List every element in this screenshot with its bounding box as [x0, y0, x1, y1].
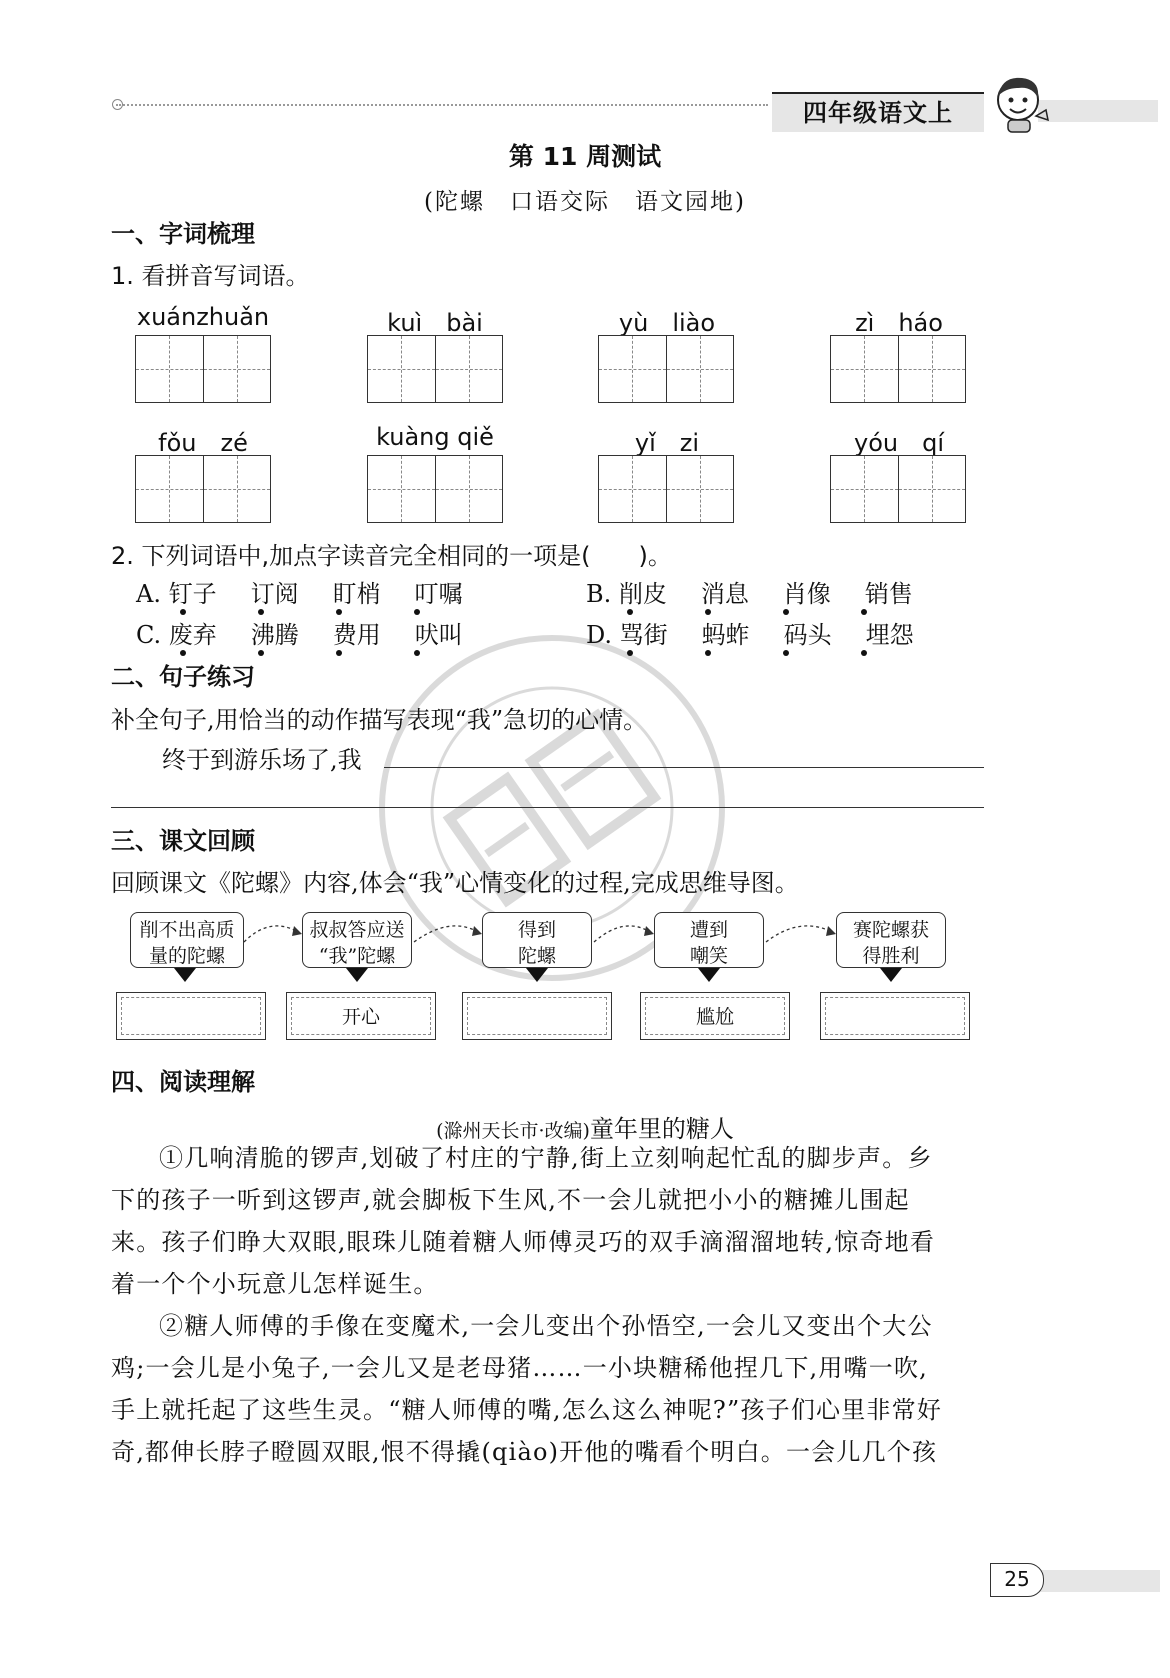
option-word: 叮嘱 [414, 580, 463, 608]
pinyin-label: fǒu zé [158, 429, 248, 457]
section3-heading: 三、课文回顾 [111, 827, 255, 855]
passage-paragraph-2 [111, 1305, 991, 1473]
emphasis-dot [861, 650, 867, 656]
writing-grid[interactable] [367, 335, 503, 403]
passage-line: ②糖人师傅的手像在变魔术,一会儿变出个孙悟空,一会儿又变出个大公 [159, 1312, 933, 1340]
mindmap-node [130, 912, 244, 968]
pinyin-label: zì háo [855, 309, 943, 337]
pinyin-label: kuì bài [387, 309, 483, 337]
option-b[interactable] [586, 574, 947, 609]
pinyin-label: yóu qí [854, 429, 944, 457]
passage-line: 着一个个小玩意儿怎样诞生。 [111, 1270, 439, 1298]
emphasis-dot [705, 609, 711, 615]
passage-line: 手上就托起了这些生灵。“糖人师傅的嘴,怎么这么神呢?”孩子们心里非常好 [111, 1396, 943, 1424]
emphasis-dot [180, 609, 186, 615]
pinyin-label: yǐ zi [634, 429, 700, 457]
passage-line: 下的孩子一听到这锣声,就会脚板下生风,不一会儿就把小小的糖摊儿围起 [111, 1186, 910, 1214]
node-text: 得胜利 [862, 945, 920, 967]
emphasis-dot [258, 650, 264, 656]
down-arrow-icon [698, 968, 720, 982]
grade-label: 四年级语文上 [772, 92, 984, 132]
writing-grid[interactable] [135, 455, 271, 523]
answer-text: 开心 [341, 1006, 380, 1028]
emphasis-dot [258, 609, 264, 615]
option-a[interactable] [136, 574, 497, 609]
option-d[interactable] [586, 615, 948, 650]
answer-box[interactable] [116, 992, 266, 1040]
emphasis-dot [627, 650, 633, 656]
answer-box[interactable] [640, 992, 790, 1040]
answer-box[interactable] [462, 992, 612, 1040]
passage-title: 童年里的糖人 [589, 1115, 734, 1143]
passage-line: 来。孩子们睁大双眼,眼珠儿随着糖人师傅灵巧的双手滴溜溜地转,惊奇地看 [111, 1228, 936, 1256]
node-text: “我”陀螺 [318, 945, 396, 967]
q2-prompt: 2. 下列词语中,加点字读音完全相同的一项是( )。 [111, 542, 672, 570]
writing-grid[interactable] [367, 455, 503, 523]
option-word: 吠叫 [414, 621, 463, 649]
q1-prompt: 1. 看拼音写词语。 [111, 262, 310, 290]
node-text: 陀螺 [517, 945, 556, 967]
node-text: 嘲笑 [689, 945, 728, 967]
down-arrow-icon [174, 968, 196, 982]
option-word: C. 废弃 [136, 621, 217, 649]
passage-line: 鸡;一会儿是小兔子,一会儿又是老母猪……一小块糖稀他捏几下,用嘴一吹, [111, 1354, 928, 1382]
node-text: 削不出高质 [139, 919, 235, 941]
emphasis-dot [861, 609, 867, 615]
option-word: 肖像 [782, 580, 831, 608]
section4-heading: 四、阅读理解 [111, 1068, 255, 1096]
answer-box[interactable] [820, 992, 970, 1040]
passage-line: ①几响清脆的锣声,划破了村庄的宁静,街上立刻响起忙乱的脚步声。乡 [159, 1144, 933, 1172]
option-word: 码头 [783, 621, 832, 649]
option-word: B. 削皮 [586, 580, 667, 608]
emphasis-dot [414, 609, 420, 615]
answer-box[interactable] [286, 992, 436, 1040]
option-word: 埋怨 [865, 621, 914, 649]
mindmap-connectors [240, 912, 840, 952]
down-arrow-icon [880, 968, 902, 982]
emphasis-dot [783, 609, 789, 615]
emphasis-dot [627, 609, 633, 615]
pinyin-label: xuánzhuǎn [136, 303, 270, 331]
writing-grid[interactable] [135, 335, 271, 403]
down-arrow-icon [526, 968, 548, 982]
option-c[interactable] [136, 615, 497, 650]
option-word: D. 骂街 [586, 621, 668, 649]
passage-line: 奇,都伸长脖子瞪圆双眼,恨不得撬(qiào)开他的嘴看个明白。一会儿几个孩 [111, 1438, 938, 1466]
answer-text: 尴尬 [695, 1006, 734, 1028]
header-bar [1038, 100, 1158, 122]
option-word: 沸腾 [250, 621, 299, 649]
option-word: 费用 [332, 621, 381, 649]
pinyin-label: yù liào [618, 309, 716, 337]
answer-line[interactable] [384, 767, 984, 768]
pinyin-label: kuàng qiě [376, 423, 494, 451]
node-text: 得到 [517, 919, 556, 941]
page-number: 25 [990, 1563, 1044, 1597]
section1-heading: 一、字词梳理 [111, 220, 255, 248]
writing-grid[interactable] [598, 455, 734, 523]
option-word: 盯梢 [332, 580, 381, 608]
writing-grid[interactable] [830, 335, 966, 403]
emphasis-dot [705, 650, 711, 656]
emphasis-dot [783, 650, 789, 656]
section2-prompt: 补全句子,用恰当的动作描写表现“我”急切的心情。 [111, 706, 648, 734]
writing-grid[interactable] [598, 335, 734, 403]
emphasis-dot [180, 650, 186, 656]
answer-line[interactable] [111, 807, 984, 808]
node-text: 遭到 [689, 919, 728, 941]
emphasis-dot [336, 650, 342, 656]
option-word: 订阅 [250, 580, 299, 608]
passage-paragraph-1 [111, 1137, 991, 1305]
emphasis-dot [336, 609, 342, 615]
emphasis-dot [414, 650, 420, 656]
down-arrow-icon [346, 968, 368, 982]
section3-prompt: 回顾课文《陀螺》内容,体会“我”心情变化的过程,完成思维导图。 [111, 869, 799, 897]
option-word: A. 钉子 [136, 580, 217, 608]
sentence-start: 终于到游乐场了,我 [162, 746, 362, 774]
node-text: 赛陀螺获 [852, 919, 929, 941]
writing-grid[interactable] [830, 455, 966, 523]
option-word: 消息 [700, 580, 749, 608]
option-word: 蚂蚱 [701, 621, 750, 649]
page-subtitle: (陀螺 口语交际 语文园地) [424, 189, 746, 215]
node-text: 叔叔答应送 [309, 919, 405, 941]
passage-source: (滁州天长市·改编) [436, 1120, 590, 1142]
node-text: 量的陀螺 [148, 945, 225, 967]
mascot-icon [988, 70, 1052, 134]
page-title: 第 11 周测试 [508, 142, 662, 171]
header-dotted-line [116, 104, 768, 106]
option-word: 销售 [864, 580, 913, 608]
mindmap-node [836, 912, 946, 968]
section2-heading: 二、句子练习 [111, 663, 255, 691]
